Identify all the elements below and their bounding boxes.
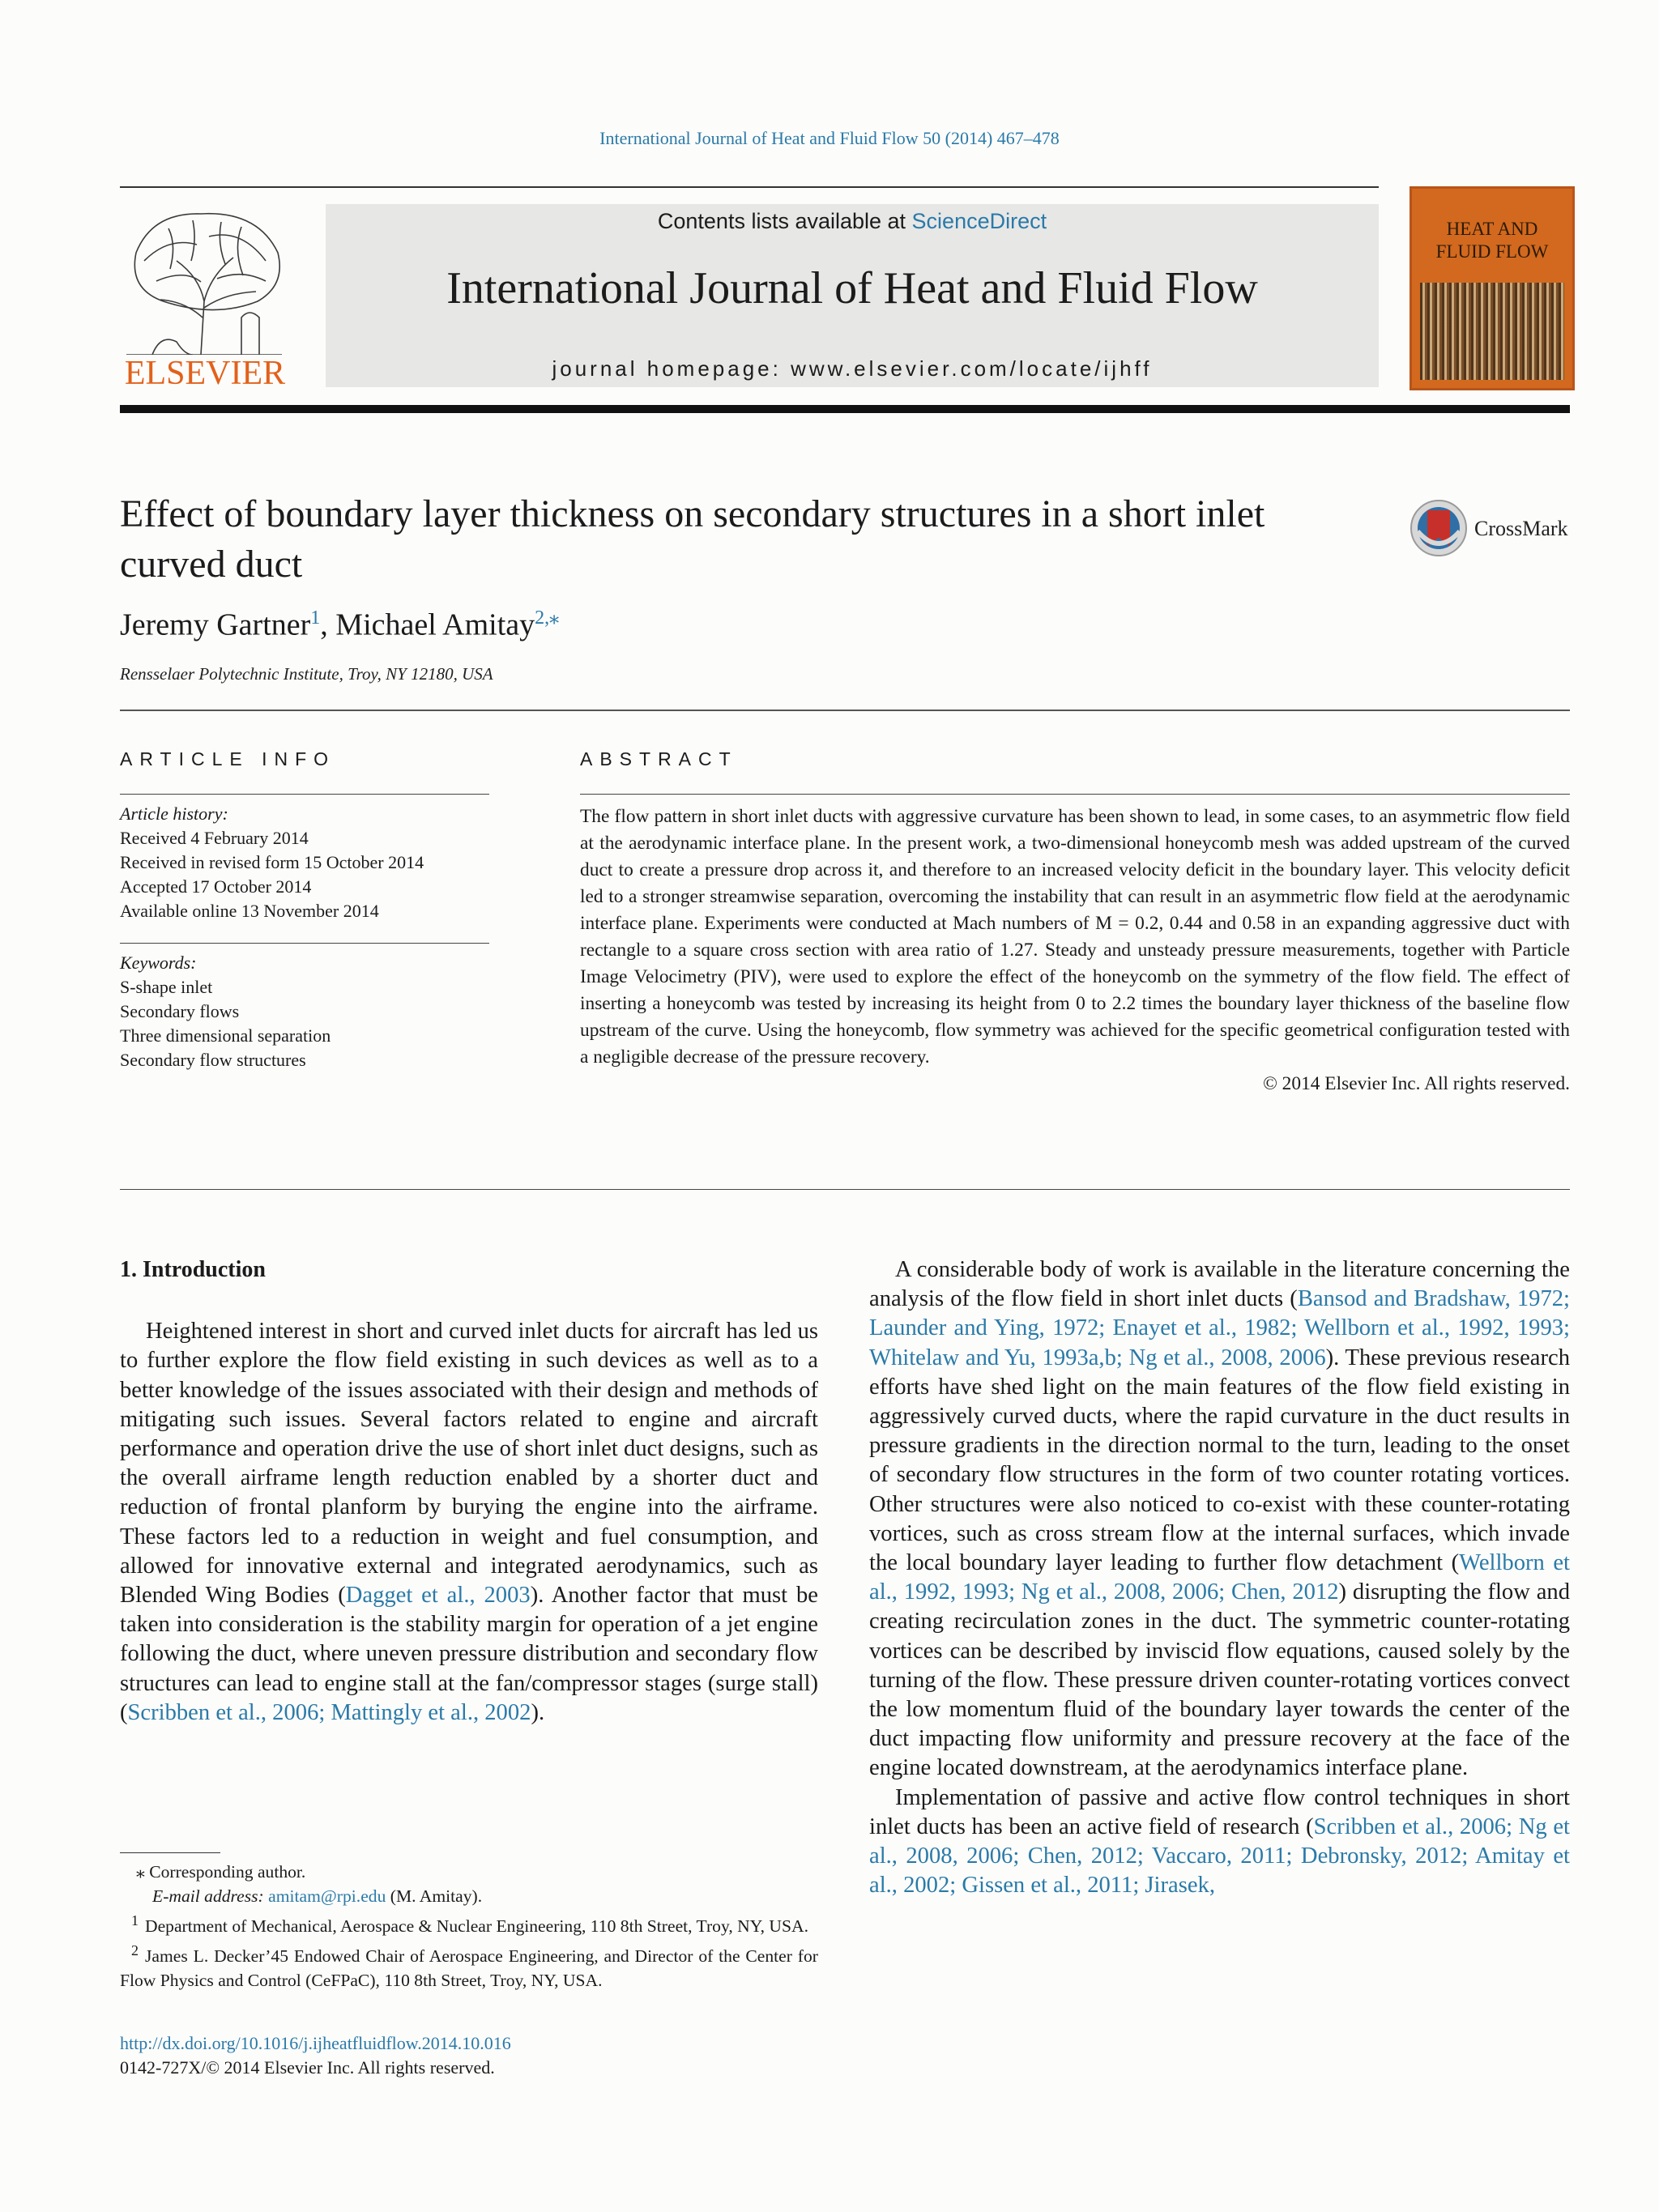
abstract-rule — [580, 794, 1570, 795]
cover-title-line-2: FLUID FLOW — [1435, 241, 1549, 262]
author-separator: , — [320, 607, 336, 642]
elsevier-tree-icon — [120, 204, 290, 355]
abstract-heading: ABSTRACT — [580, 748, 738, 769]
journal-homepage[interactable]: journal homepage: www.elsevier.com/locate/ijhff — [552, 356, 1153, 381]
citation-link[interactable]: Wellborn et al., 1992, 1993; Ng et al., 2008, 2006; Chen, 2012 — [869, 1550, 1570, 1605]
affiliation-number: 2, — [535, 607, 550, 629]
footnote-marker: 1 — [131, 1912, 139, 1929]
body-text: Implementation of passive and active flow control techniques in short inlet ducts has been an active field of research ( — [869, 1784, 1570, 1839]
journal-masthead — [326, 204, 1379, 387]
affiliation: Rensselaer Polytechnic Institute, Troy, NY 12180, USA — [120, 664, 493, 684]
body-column-left — [120, 1255, 818, 1728]
corresponding-author-marker: ⁎ — [549, 607, 560, 629]
author-name[interactable]: Michael Amitay — [335, 607, 535, 642]
crossmark-badge[interactable] — [1410, 497, 1572, 559]
abstract-paragraph: The flow pattern in short inlet ducts with aggressive curvature has been shown to lead, in some cases, to an asymmetric flow field at the aerodynamic interface plane. In the present work, a two-dimensional honeycomb mesh was added upstream of the curved duct to create a pressure drop across it, and therefore to an increased velocity deficit in the boundary layer. This velocity deficit led to a stronger streamwise separation, overcoming the instability that can result in an asymmetric flow field at the aerodynamic interface plane. Experiments were conducted at Mach numbers of M = 0.2, 0.44 and 0.58 in an expanding aggressive duct with rectangle to a square cross section with area ratio of 1.27. Steady and unsteady pressure measurements, together with Particle Image Velocimetry (PIV), were used to explore the effect of the honeycomb on the symmetry of the flow field. The effect of inserting a honeycomb was tested by increasing its height from 0 to 2.2 times the boundary layer thickness of the baseline flow upstream of the curve. Using the honeycomb, flow symmetry was achieved for the specific geometrical configuration tested with a negligible decrease of the pressure recovery. — [580, 806, 1570, 1068]
body-text: ). These previous research efforts have shed light on the main features of the flow field existing in aggressively curved ducts, where the rapid curvature in the duct results in pressure gradients in the direction normal to the turn, leading to the onset of secondary flow structures in the form of two counter rotating vortices. Other structures were also noticed to co-exist with these counter-rotating vortices, such as cross stream flow at the internal surfaces, which invade the local boundary layer leading to further flow detachment ( — [869, 1345, 1571, 1576]
keyword: Secondary flows — [120, 1001, 240, 1021]
footnote-text: Department of Mechanical, Aerospace & Nuclear Engineering, 110 8th Street, Troy, NY, USA. — [145, 1916, 808, 1937]
footnote-1 — [120, 1908, 818, 1938]
author-list — [120, 606, 559, 643]
abstract-copyright: © 2014 Elsevier Inc. All rights reserved. — [1263, 1073, 1570, 1094]
journal-title: International Journal of Heat and Fluid Flow — [446, 263, 1258, 313]
history-item: Accepted 17 October 2014 — [120, 876, 312, 897]
keyword: Secondary flow structures — [120, 1050, 306, 1070]
email-label: E-mail address: — [152, 1886, 269, 1906]
affiliation-marker[interactable]: 1 — [310, 607, 321, 629]
sciencedirect-link[interactable]: ScienceDirect — [911, 209, 1047, 233]
keywords — [120, 951, 331, 1072]
body-text: A considerable body of work is available in the literature concerning the analysis of the flow field in short inlet ducts ( — [869, 1257, 1570, 1312]
citation-link[interactable]: Dagget et al., 2003 — [345, 1583, 531, 1609]
footnote-2 — [120, 1938, 818, 1993]
history-item: Received 4 February 2014 — [120, 828, 309, 848]
doi-link[interactable]: http://dx.doi.org/10.1016/j.ijheatfluidflow.2014.10.016 — [120, 2033, 511, 2053]
author-name[interactable]: Jeremy Gartner — [120, 607, 311, 642]
corresponding-author-note: ⁎ Corresponding author. — [136, 1862, 306, 1882]
header-thick-rule — [120, 405, 1570, 413]
elsevier-wordmark: ELSEVIER — [124, 355, 286, 392]
footnotes — [120, 1860, 818, 1993]
body-text: ). Another factor that must be taken into consideration is the stability margin for operation of a jet engine following the duct, where uneven pressure distribution and secondary flow structures can lead to engine stall at the fan/compressor stages (surge stall) ( — [120, 1583, 818, 1725]
affiliation-marker[interactable] — [535, 607, 559, 629]
cover-title — [1412, 218, 1572, 263]
header-rule — [120, 186, 1379, 188]
body-paragraph — [869, 1255, 1570, 1784]
affiliation-rule — [120, 710, 1570, 711]
body-rule — [120, 1189, 1570, 1190]
body-text: ). — [531, 1699, 545, 1725]
body-text: Heightened interest in short and curved inlet ducts for aircraft has led us to further explore the flow field existing in such devices as well as to a better knowledge of the issues associated with their design and methods of mitigating such issues. Several factors related to engine and aircraft performance and operation drive the use of short inlet duct designs, such as the overall airframe length reduction enabled by a shorter duct and reduction of frontal planform by burying the engine into the airframe. These factors led to a reduction in weight and fuel consumption, and allowed for innovative external and integrated aerodynamics, such as Blended Wing Bodies ( — [120, 1319, 818, 1609]
contents-prefix: Contents lists available at — [657, 209, 912, 233]
body-text: ) disrupting the flow and creating recirculation zones in the duct. The symmetric counter-rotating vortices can be described by inviscid flow equations, caused solely by the turning of the flow. These pressure driven counter-rotating vortices convect the low momentum fluid of the boundary layer towards the center of the duct impacting flow uniformity and pressure recovery at the face of the engine located downstream, at the aerodynamics interface plane. — [869, 1579, 1570, 1781]
keywords-rule — [120, 943, 489, 944]
footnote-text: James L. Decker’45 Endowed Chair of Aerospace Engineering, and Director of the Center for Flow Physics and Control (CeFPaC), 110 8th Street, Troy, NY, USA. — [120, 1946, 818, 1991]
history-item: Available online 13 November 2014 — [120, 901, 379, 921]
footnote-marker: 2 — [131, 1942, 139, 1959]
contents-line — [326, 209, 1379, 234]
keyword: Three dimensional separation — [120, 1025, 331, 1046]
email-link[interactable]: amitam@rpi.edu — [268, 1886, 386, 1906]
footnote-rule — [120, 1852, 220, 1853]
issn-copyright: 0142-727X/© 2014 Elsevier Inc. All rights reserved. — [120, 2057, 495, 2078]
cover-artwork — [1420, 283, 1564, 380]
keyword: S-shape inlet — [120, 977, 213, 997]
article-info-heading: ARTICLE INFO — [120, 748, 336, 769]
crossmark-label: CrossMark — [1474, 517, 1568, 540]
history-label: Article history: — [120, 803, 228, 824]
body-column-right — [869, 1255, 1570, 1900]
email-suffix: (M. Amitay). — [386, 1886, 483, 1906]
email-note — [120, 1884, 818, 1908]
body-paragraph — [120, 1317, 818, 1728]
body-paragraph — [869, 1784, 1570, 1901]
keywords-label: Keywords: — [120, 953, 197, 973]
crossmark-icon — [1410, 499, 1468, 557]
section-heading: 1. Introduction — [120, 1257, 266, 1282]
elsevier-logo[interactable] — [120, 204, 290, 390]
article-info-rule — [120, 794, 489, 795]
journal-cover-thumbnail[interactable] — [1410, 186, 1575, 390]
article-history — [120, 802, 424, 923]
citation-link[interactable]: Scribben et al., 2006; Ng et al., 2008, 2006; Chen, 2012; Vaccaro, 2011; Debronsky, 2012; Amitay et al., 2002; Gissen et al., 2011; Jirasek, — [869, 1813, 1571, 1899]
citation-link[interactable]: Scribben et al., 2006; Mattingly et al., 2002 — [127, 1699, 531, 1725]
journal-reference[interactable]: International Journal of Heat and Fluid Flow 50 (2014) 467–478 — [599, 128, 1060, 148]
article-title: Effect of boundary layer thickness on secondary structures in a short inlet curved duct — [120, 492, 1265, 586]
cover-title-line-1: HEAT AND — [1446, 219, 1538, 239]
abstract-body — [580, 803, 1570, 1097]
history-item: Received in revised form 15 October 2014 — [120, 852, 424, 872]
citation-link[interactable]: Bansod and Bradshaw, 1972; Launder and Ying, 1972; Enayet et al., 1982; Wellborn et al., 1992, 1993; Whitelaw and Yu, 1993a,b; Ng et al., 2008, 2006 — [869, 1286, 1570, 1370]
